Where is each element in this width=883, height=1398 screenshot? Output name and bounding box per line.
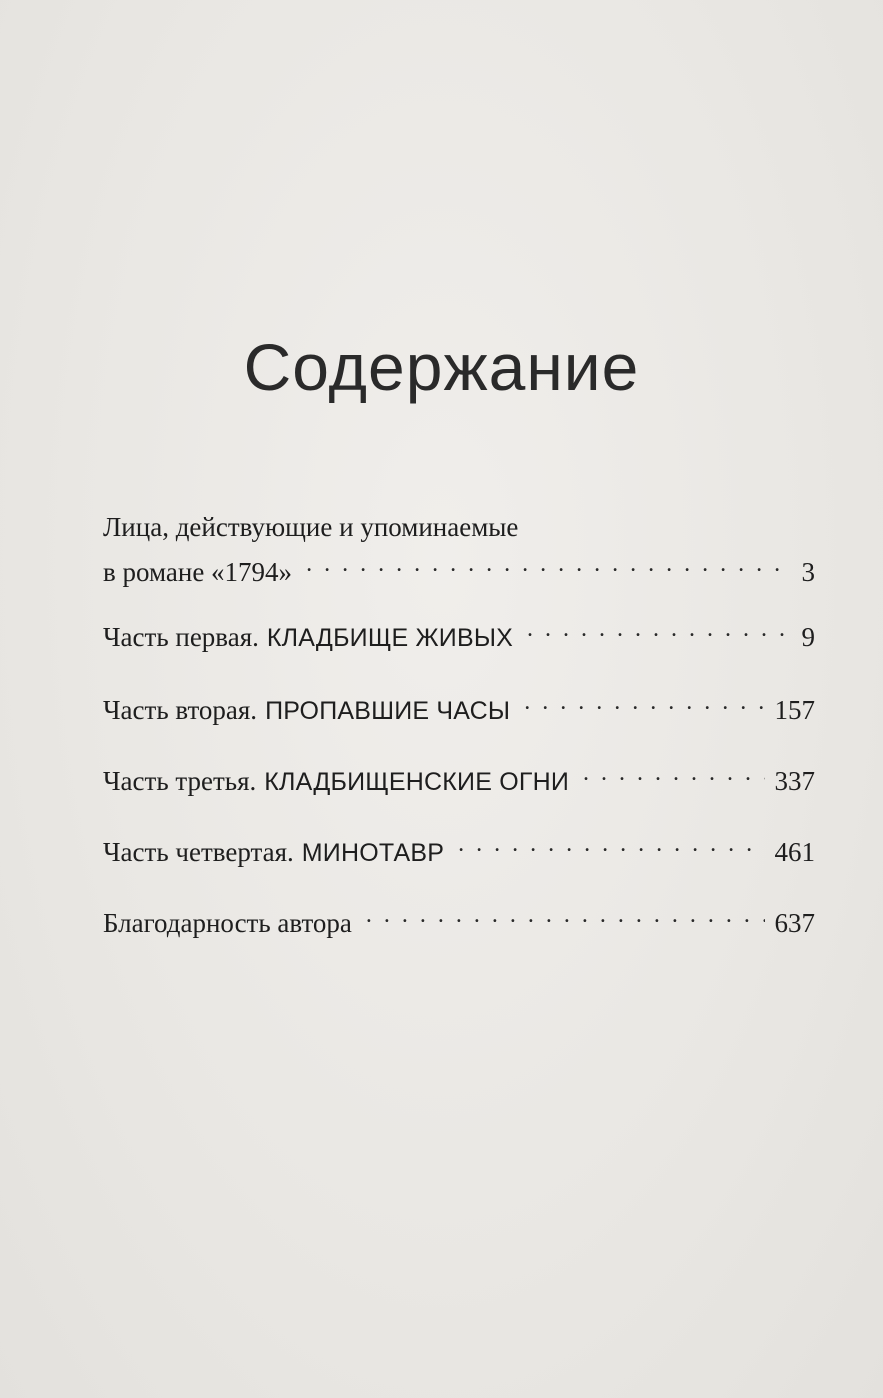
toc-part-title: КЛАДБИЩЕ ЖИВЫХ [266, 624, 514, 652]
toc-part-title: МИНОТАВР [301, 839, 445, 867]
toc-page-number: 157 [774, 695, 815, 725]
dot-leader [527, 612, 791, 646]
toc-part-label: Часть четвертая. [103, 837, 294, 867]
toc-entry-line [103, 827, 815, 870]
toc-entry-line [103, 898, 815, 940]
toc-entry-title: Лица, действующие и упоминаемые [103, 512, 519, 542]
toc-part-label: Часть третья. [103, 766, 257, 796]
toc-page-number: 3 [801, 557, 815, 587]
toc-entry-line [103, 510, 815, 544]
dot-leader [583, 756, 764, 790]
dot-leader [458, 827, 764, 861]
toc-entry-part-3 [103, 756, 815, 799]
table-of-contents [103, 0, 815, 1398]
toc-page-number: 9 [801, 622, 815, 652]
toc-part-title: ПРОПАВШИЕ ЧАСЫ [265, 697, 511, 725]
toc-page-number: 461 [774, 837, 815, 867]
dot-leader [366, 898, 765, 932]
toc-entry-title: Благодарность автора [103, 908, 352, 938]
toc-entry-part-4 [103, 827, 815, 870]
toc-page-number: 337 [774, 766, 815, 796]
toc-entry-acknowledgements [103, 898, 815, 940]
dot-leader [306, 547, 791, 581]
toc-entry-characters [103, 510, 815, 589]
toc-entry-line [103, 612, 815, 655]
toc-entry-part-2 [103, 685, 815, 728]
toc-entry-title-cont: в романе «1794» [103, 557, 293, 587]
toc-entry-line [103, 547, 815, 589]
toc-entry-part-1 [103, 612, 815, 655]
toc-entry-line [103, 685, 815, 728]
dot-leader [524, 685, 764, 719]
toc-page-number: 637 [774, 908, 815, 938]
page-title: Содержание [243, 330, 640, 404]
toc-part-title: КЛАДБИЩЕНСКИЕ ОГНИ [264, 768, 570, 796]
toc-part-label: Часть вторая. [103, 695, 258, 725]
toc-part-label: Часть первая. [103, 622, 259, 652]
toc-entry-line [103, 756, 815, 799]
